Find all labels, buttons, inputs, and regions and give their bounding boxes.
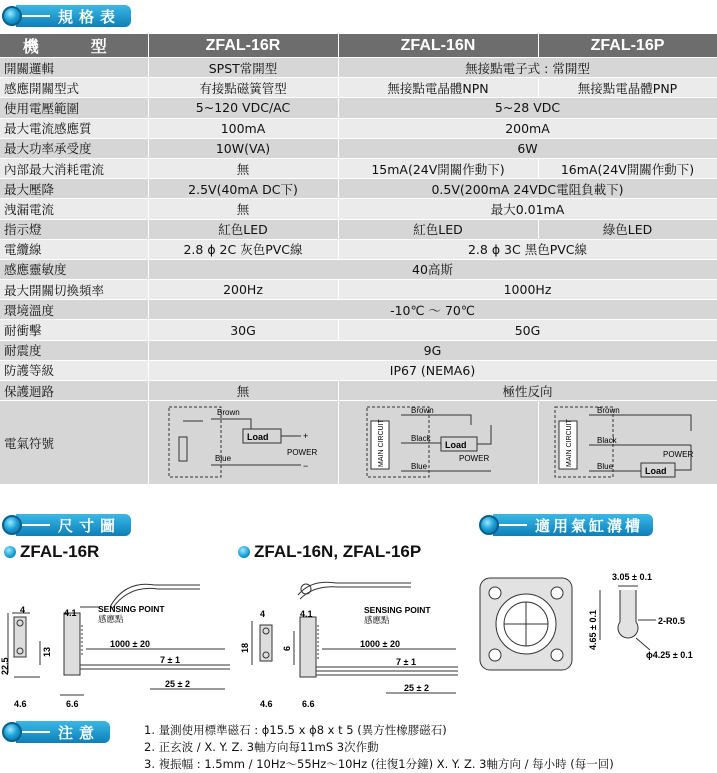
np-dim-4-1: 4.1 [300,609,313,619]
spec-cell: 無 [148,381,338,401]
spec-section-title: 規格表 [58,7,122,26]
spec-row [0,98,717,118]
banner-bullet-icon [2,722,22,742]
slot-drawing [468,562,717,712]
note-item: 1. 量測使用標準磁石 : ϕ15.5 x ϕ8 x t 5 (異方性橡膠磁石) [144,723,447,737]
svg-text:Brown: Brown [596,406,620,416]
svg-text:−: − [302,461,308,472]
slot-diameter-dim: ϕ4.25 ± 0.1 [646,650,693,660]
spec-row [0,300,717,320]
spec-cell: 5~120 VDC/AC [148,98,338,118]
spec-row-label: 耐衝擊 [0,320,148,340]
spec-row [0,259,717,279]
svg-text:POWER: POWER [662,450,693,460]
spec-cell: -10℃ ～ 70℃ [148,300,717,320]
symbol-pnp [538,401,717,485]
spec-row [0,199,717,219]
dim-4-1: 4.1 [64,608,77,618]
svg-text:Load: Load [644,466,666,477]
spec-row-label: 最大電流感應質 [0,118,148,138]
np-dim-4: 4 [260,609,266,619]
svg-text:Brown: Brown [216,408,240,418]
dim-22-5: 22.5 [0,657,10,675]
spec-cell: 無 [148,158,338,178]
spec-row-label: 防護等級 [0,360,148,380]
spec-cell: 無 [148,199,338,219]
spec-row [0,118,717,138]
np-dimension-drawing [236,565,466,715]
np-dim-6-6: 6.6 [302,699,315,709]
slot-height-dim: 4.65 ± 0.1 [588,610,598,650]
spec-cell: 15mA(24V開關作動下) [338,158,538,178]
spec-row-label: 洩漏電流 [0,199,148,219]
dimensions-section-banner [2,513,131,537]
spec-cell: 200mA [338,118,717,138]
np-sensing-point-zh-label: 感應點 [364,615,390,625]
npn-symbol [341,401,537,481]
r-dimension-drawing [0,565,235,715]
spec-row-label: 電纜線 [0,239,148,259]
spec-row-label: 使用電壓範圍 [0,98,148,118]
spec-row [0,78,717,98]
svg-text:POWER: POWER [458,454,489,464]
spec-cell: IP67 (NEMA6) [148,360,717,380]
dim-1000: 1000 ± 20 [110,639,150,649]
np-dimension-title-text: ZFAL-16N, ZFAL-16P [254,542,422,561]
np-dim-25: 25 ± 2 [404,683,429,693]
spec-cell: 有接點磁簧管型 [148,78,338,98]
np-dim-18: 18 [240,642,250,653]
title-bullet-icon [4,546,16,558]
spec-row-label: 內部最大消耗電流 [0,158,148,178]
svg-text:Blue: Blue [596,462,613,472]
np-dim-6: 6 [282,645,292,651]
slot-section-title: 適用氣缸溝槽 [535,516,644,535]
np-dim-7: 7 ± 1 [396,657,416,667]
spec-table [0,34,717,485]
spec-cell: 10W(VA) [148,138,338,158]
spec-cell: 100mA [148,118,338,138]
spec-row [0,280,717,300]
spec-row [0,58,717,78]
spec-cell: 2.8 ϕ 3C 黑色PVC線 [338,239,717,259]
np-sensing-point-label: SENSING POINT [364,605,431,615]
spec-cell: 5~28 VDC [338,98,717,118]
banner-bullet-icon [2,6,22,26]
spec-cell: 無接點電子式 : 常開型 [338,58,717,78]
svg-text:MAIN CIRCUIT: MAIN CIRCUIT [565,419,573,468]
spec-cell: 200Hz [148,280,338,300]
svg-text:Load: Load [246,432,268,443]
header-zfal-16p: ZFAL-16P [538,34,717,58]
note-item: 3. 複振幅 : 1.5mm / 10Hz～55Hz～10Hz (往復1分鐘) X. Y. Z. 3軸方向 / 每小時 (每一回) [144,757,614,771]
svg-text:Blue: Blue [214,454,231,464]
svg-text:+: + [302,431,308,442]
np-dimension-title [238,542,421,562]
spec-cell: 綠色LED [538,219,717,239]
spec-cell: 無接點電晶體NPN [338,78,538,98]
spec-row-label: 感應靈敏度 [0,259,148,279]
title-bullet-icon [238,546,250,558]
slot-section-banner [479,513,653,537]
spec-cell: 極性反向 [338,381,717,401]
dim-4-6: 4.6 [14,699,27,709]
spec-row-label: 保護迴路 [0,381,148,401]
np-dim-1000: 1000 ± 20 [360,639,400,649]
svg-text:Black: Black [596,436,617,446]
spec-cell: 6W [338,138,717,158]
spec-cell: SPST常開型 [148,58,338,78]
spec-cell: 0.5V(200mA 24VDC電阻負載下) [338,179,717,199]
spec-row [0,340,717,360]
spec-row [0,381,717,401]
spec-cell: 紅色LED [338,219,538,239]
spec-row-label: 最大功率承受度 [0,138,148,158]
spec-row-label: 感應開關型式 [0,78,148,98]
notes-section-banner [2,720,110,744]
spec-row [0,138,717,158]
notes-list [144,722,614,773]
sensing-point-zh-label: 感應點 [98,614,124,624]
spec-section-banner [2,4,131,28]
spec-cell: 50G [338,320,717,340]
spec-row [0,179,717,199]
spec-row-label: 耐震度 [0,340,148,360]
spec-cell: 30G [148,320,338,340]
spec-row-label: 指示燈 [0,219,148,239]
spec-row [0,320,717,340]
note-item: 2. 正玄波 / X. Y. Z. 3軸方向每11mS 3次作動 [144,740,379,754]
spec-cell: 紅色LED [148,219,338,239]
spec-row [0,360,717,380]
spec-row-label: 開關邏輯 [0,58,148,78]
spec-cell: 40高斯 [148,259,717,279]
spec-cell: 1000Hz [338,280,717,300]
svg-text:POWER: POWER [286,448,317,458]
banner-bullet-icon [479,515,499,535]
slot-width-dim: 3.05 ± 0.1 [612,572,652,582]
symbol-npn [338,401,538,485]
spec-cell: 無接點電晶體PNP [538,78,717,98]
svg-text:MAIN CIRCUIT: MAIN CIRCUIT [377,419,385,468]
dim-4: 4 [20,605,26,615]
np-dim-4-6: 4.6 [260,699,273,709]
r-dimension-title [4,542,99,562]
reed-switch-symbol [151,401,337,481]
header-zfal-16n: ZFAL-16N [338,34,538,58]
spec-cell: 16mA(24V開關作動下) [538,158,717,178]
spec-cell: 2.5V(40mA DC下) [148,179,338,199]
spec-row-label: 電氣符號 [0,401,148,485]
dim-25: 25 ± 2 [165,679,190,689]
symbol-reed [148,401,338,485]
svg-text:Brown: Brown [410,406,434,416]
spec-row [0,158,717,178]
svg-text:Load: Load [444,440,466,451]
spec-row-label: 環境溫度 [0,300,148,320]
dim-7: 7 ± 1 [160,655,180,665]
dimensions-section-title: 尺寸圖 [58,516,122,535]
svg-text:Blue: Blue [410,462,427,472]
sensing-point-label: SENSING POINT [98,604,165,614]
svg-text:Black: Black [410,434,431,444]
dim-13: 13 [42,646,52,657]
spec-cell: 9G [148,340,717,360]
spec-row [0,219,717,239]
pnp-symbol [541,401,717,481]
r-dimension-title-text: ZFAL-16R [20,542,100,561]
spec-row-label: 最大開關切換頻率 [0,280,148,300]
notes-section-title: 注意 [58,723,101,742]
spec-row [0,239,717,259]
header-zfal-16r: ZFAL-16R [148,34,338,58]
banner-bullet-icon [2,515,22,535]
header-model: 機 型 [0,34,148,58]
spec-row [0,401,717,485]
spec-row-label: 最大壓降 [0,179,148,199]
slot-radius-dim: 2-R0.5 [658,616,686,626]
spec-cell: 2.8 ϕ 2C 灰色PVC線 [148,239,338,259]
dim-6-6: 6.6 [66,699,79,709]
spec-cell: 最大0.01mA [338,199,717,219]
